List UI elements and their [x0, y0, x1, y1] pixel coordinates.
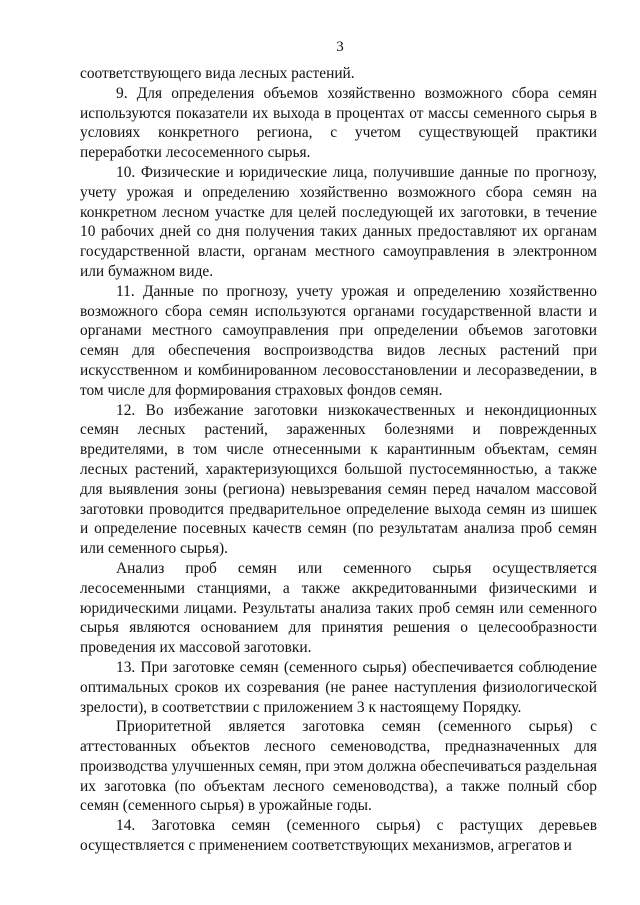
paragraph-item-12: 12. Во избежание заготовки низкокачественных и некондиционных семян лесных растений, зараженных болезнями и поврежденных вредителями, в том числе отнесенными к карантинным объектам, семян лесных растений, характеризующихся большой пустосемянностью, а также для выявления зоны (региона) невызревания семян перед началом массовой заготовки проводится предварительное определение выхода семян из шишек и определение посевных качеств семян (по результатам анализа проб семян или семенного сырья). — [80, 401, 597, 558]
paragraph-item-14: 14. Заготовка семян (семенного сырья) с растущих деревьев осуществляется с применением соответствующих механизмов, агрегатов и — [80, 817, 597, 855]
paragraph-item-9: 9. Для определения объемов хозяйственно возможного сбора семян используются показатели их выхода в процентах от массы семенного сырья в условиях конкретного региона, с учетом существующей практики переработки лесосеменного сырья. — [80, 84, 597, 162]
paragraph-item-13: 13. При заготовке семян (семенного сырья) обеспечивается соблюдение оптимальных сроков их созревания (не ранее наступления физиологической зрелости), в соответствии с приложением 3 к настоящему Порядку. — [80, 658, 597, 716]
paragraph-item-11: 11. Данные по прогнозу, учету урожая и определению хозяйственно возможного сбора семян используются органами государственной власти и органами местного самоуправления при определении объемов заготовки семян для обеспечения воспроизводства видов лесных растений при искусственном и комбинированном лесовосстановлении и лесоразведении, в том числе для формирования страховых фондов семян. — [80, 282, 597, 399]
page-number: 3 — [336, 39, 344, 55]
document-body — [80, 64, 597, 856]
paragraph-item-10: 10. Физические и юридические лица, получившие данные по прогнозу, учету урожая и определению хозяйственно возможного сбора семян на конкретном лесном участке для целей последующей их заготовки, в течение 10 рабочих дней со дня получения таких данных предоставляют их органам государственной власти, органам местного самоуправления в электронном или бумажном виде. — [80, 163, 597, 280]
paragraph-sample-analysis: Анализ проб семян или семенного сырья осуществляется лесосеменными станциями, а также аккредитованными физическими и юридическими лицами. Результаты анализа таких проб семян или семенного сырья являются основанием для принятия решения о целесообразности проведения их массовой заготовки. — [80, 559, 597, 657]
paragraph-priority: Приоритетной является заготовка семян (семенного сырья) с аттестованных объектов лесного семеноводства, предназначенных для производства улучшенных семян, при этом должна обеспечиваться раздельная их заготовка (по объектам лесного семеноводства), а также полный сбор семян (семенного сырья) в урожайные годы. — [80, 718, 597, 815]
paragraph-continuation: соответствующего вида лесных растений. — [80, 65, 355, 82]
